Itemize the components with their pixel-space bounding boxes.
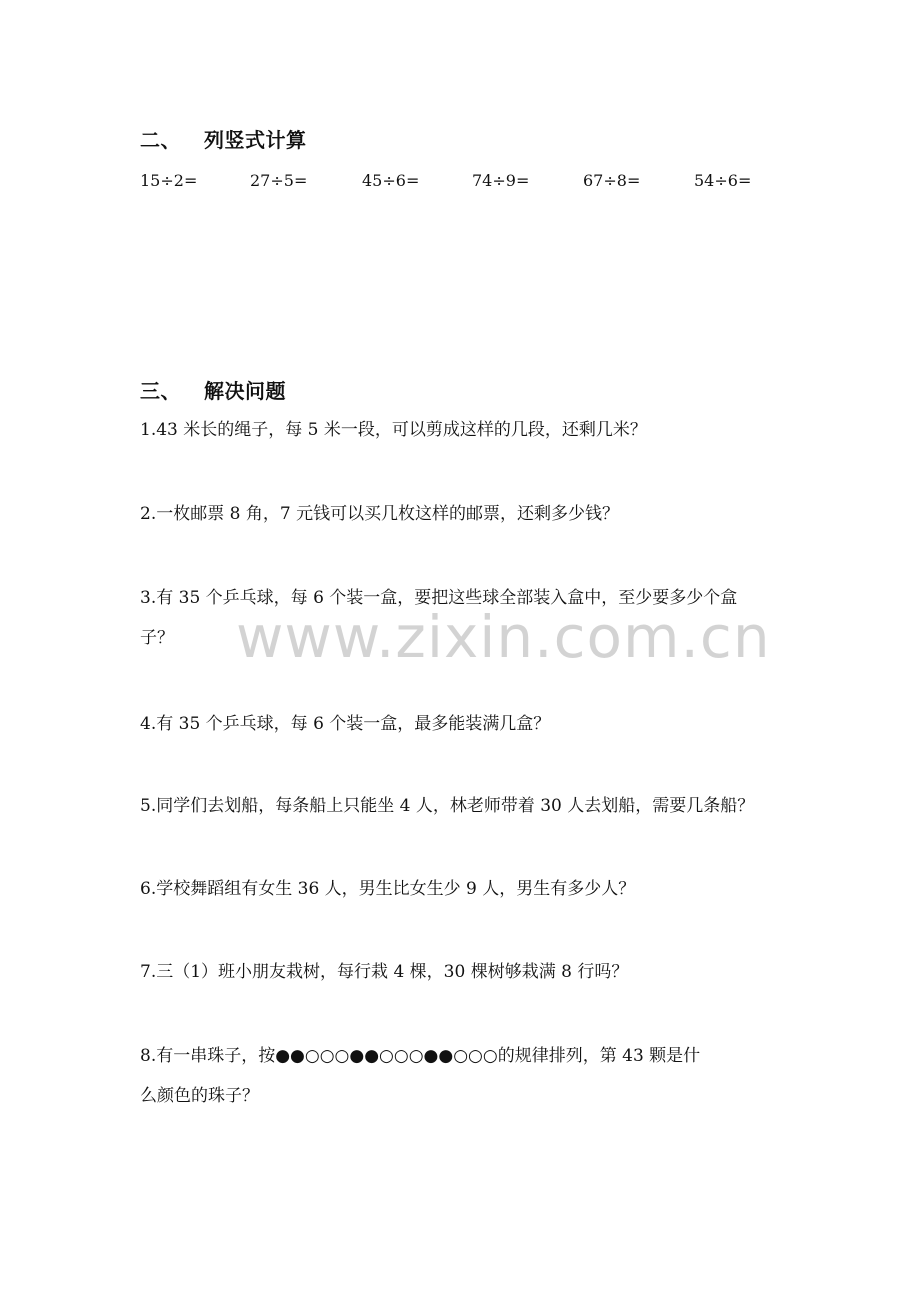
problem-line: 么颜色的珠子？ xyxy=(140,1086,259,1106)
problem-line: 3.有 35 个乒乓球，每 6 个装一盒，要把这些球全部装入盒中，至少要多少个盒 xyxy=(140,588,738,608)
problem-2 xyxy=(140,494,790,534)
section-3-title: 解决问题 xyxy=(204,379,286,403)
problem-3 xyxy=(140,578,790,658)
problem-line: 2.一枚邮票 8 角，7 元钱可以买几枚这样的邮票，还剩多少钱？ xyxy=(140,504,620,524)
problem-7 xyxy=(140,952,790,992)
watermark-text: www.zixin.com.cn xyxy=(236,603,771,671)
problem-5 xyxy=(140,786,790,826)
section-2-title: 列竖式计算 xyxy=(204,128,307,152)
problem-6 xyxy=(140,869,790,909)
calc-expression: 27÷5= xyxy=(250,171,308,190)
problem-line: 6.学校舞蹈组有女生 36 人，男生比女生少 9 人，男生有多少人？ xyxy=(140,879,636,899)
calc-expression: 74÷9= xyxy=(472,171,530,190)
calc-expression: 15÷2= xyxy=(140,171,198,190)
section-2-heading xyxy=(140,124,307,153)
problem-line: 5.同学们去划船，每条船上只能坐 4 人，林老师带着 30 人去划船，需要几条船？ xyxy=(140,796,755,816)
problem-1 xyxy=(140,410,790,450)
problem-line: 1.43 米长的绳子，每 5 米一段，可以剪成这样的几段，还剩几米？ xyxy=(140,420,647,440)
problem-line: 7.三（1）班小朋友栽树，每行栽 4 棵，30 棵树够栽满 8 行吗？ xyxy=(140,962,629,982)
problem-line: 8.有一串珠子，按●●○○○●●○○○●●○○○的规律排列，第 43 颗是什 xyxy=(140,1046,701,1066)
calculation-row xyxy=(140,171,800,193)
section-3-number: 三、 xyxy=(140,379,181,403)
calc-expression: 54÷6= xyxy=(694,171,752,190)
problem-4 xyxy=(140,704,790,744)
calc-expression: 45÷6= xyxy=(362,171,420,190)
problem-line: 子？ xyxy=(140,628,174,648)
section-2-number: 二、 xyxy=(140,128,181,152)
problem-8 xyxy=(140,1036,790,1116)
problem-line: 4.有 35 个乒乓球，每 6 个装一盒，最多能装满几盒？ xyxy=(140,714,551,734)
calc-expression: 67÷8= xyxy=(583,171,641,190)
section-3-heading xyxy=(140,375,286,404)
